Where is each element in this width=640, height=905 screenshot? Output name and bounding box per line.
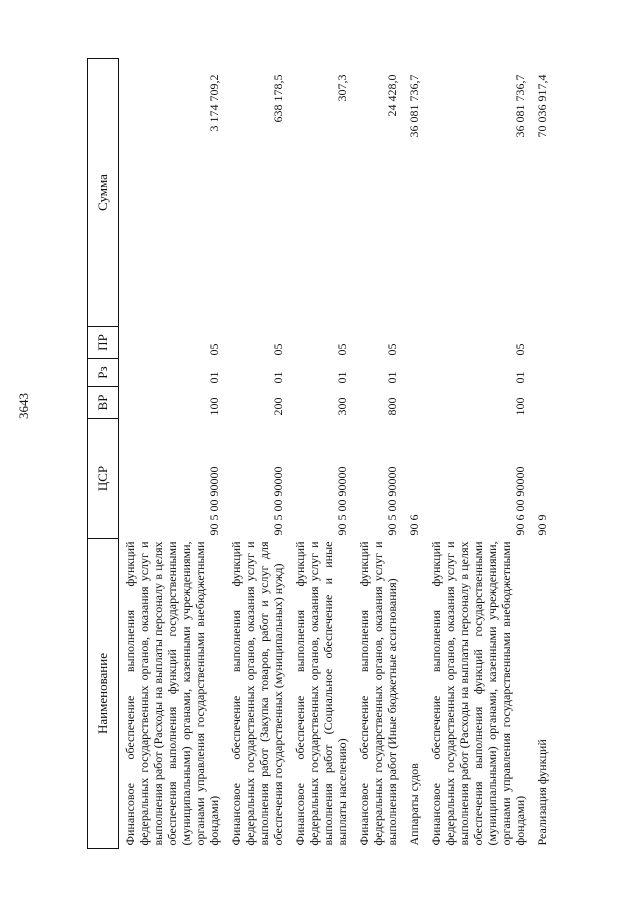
table-header-row bbox=[88, 59, 119, 849]
rotated-table-container bbox=[87, 59, 607, 849]
header-sum: Сумма bbox=[88, 59, 119, 327]
row-vr bbox=[527, 387, 549, 419]
row-vr bbox=[399, 387, 421, 419]
table-row bbox=[399, 59, 421, 849]
row-csr: 90 9 bbox=[535, 514, 549, 536]
row-sum: 3 174 709,2 bbox=[207, 74, 221, 132]
row-vr: 100 bbox=[207, 397, 221, 416]
row-rz: 01 bbox=[335, 371, 349, 384]
row-rz bbox=[399, 359, 421, 387]
row-rz: 01 bbox=[513, 371, 527, 384]
row-sum: 24 428,0 bbox=[385, 74, 399, 117]
row-pr: 05 bbox=[271, 343, 285, 356]
row-sum: 36 081 736,7 bbox=[407, 74, 421, 138]
row-vr: 300 bbox=[335, 397, 349, 416]
row-rz bbox=[527, 359, 549, 387]
row-rz: 01 bbox=[385, 371, 399, 384]
header-vr: ВР bbox=[88, 387, 119, 419]
row-csr: 90 5 00 90000 bbox=[385, 466, 399, 536]
row-sum: 638 178,5 bbox=[271, 74, 285, 123]
row-rz: 01 bbox=[271, 371, 285, 384]
row-pr: 05 bbox=[385, 343, 399, 356]
header-rz: Рз bbox=[88, 359, 119, 387]
row-csr: 90 6 bbox=[407, 514, 421, 536]
row-name: Финансовое обеспечение выполнения функций федеральных государственных органов, оказания услуг и выполнения работ (Расходы на выплаты персоналу в целях обеспечения выполнения функций государственными (муниципальными) органами, казенными учреждениями, органами управления государственными внебюджетными фондами) bbox=[429, 541, 527, 846]
row-vr: 800 bbox=[385, 397, 399, 416]
row-name: Финансовое обеспечение выполнения функций федеральных государственных органов, оказания услуг и выполнения работ (Иные бюджетные ассигнования) bbox=[357, 541, 399, 846]
row-name: Финансовое обеспечение выполнения функций федеральных государственных органов, оказания услуг и выполнения работ (Закупка товаров, работ и услуг для обеспечения государственных (муниципальных) нужд) bbox=[229, 541, 285, 846]
row-csr: 90 5 00 90000 bbox=[207, 466, 221, 536]
row-pr: 05 bbox=[513, 343, 527, 356]
header-pr: ПР bbox=[88, 327, 119, 359]
budget-table bbox=[87, 58, 549, 849]
row-pr: 05 bbox=[207, 343, 221, 356]
row-csr: 90 5 00 90000 bbox=[335, 466, 349, 536]
row-name: Финансовое обеспечение выполнения функций федеральных государственных органов, оказания услуг и выполнения работ (Социальное обеспечение и иные выплаты населению) bbox=[293, 541, 349, 846]
row-sum: 36 081 736,7 bbox=[513, 74, 527, 138]
table-row bbox=[349, 59, 399, 849]
row-pr: 05 bbox=[335, 343, 349, 356]
header-name: Наименование bbox=[88, 539, 119, 849]
row-vr: 100 bbox=[513, 397, 527, 416]
row-pr bbox=[399, 327, 421, 359]
row-rz: 01 bbox=[207, 371, 221, 384]
row-sum: 307,3 bbox=[335, 74, 349, 102]
row-csr: 90 5 00 90000 bbox=[271, 466, 285, 536]
row-pr bbox=[527, 327, 549, 359]
row-name: Финансовое обеспечение выполнения функций федеральных государственных органов, оказания услуг и выполнения работ (Расходы на выплаты персоналу в целях обеспечения выполнения функций государственными (муниципальными) органами, казенными учреждениями, органами управления государственными внебюджетными фондами) bbox=[123, 541, 221, 846]
table-row bbox=[221, 59, 285, 849]
table-row bbox=[119, 59, 222, 849]
table-row bbox=[527, 59, 549, 849]
table-row bbox=[421, 59, 527, 849]
row-name: Аппараты судов bbox=[407, 763, 421, 846]
row-name: Реализация функций bbox=[535, 739, 549, 846]
page-number: 3643 bbox=[16, 393, 31, 419]
row-sum: 70 036 917,4 bbox=[535, 74, 549, 138]
row-csr: 90 6 00 90000 bbox=[513, 466, 527, 536]
row-vr: 200 bbox=[271, 397, 285, 416]
header-csr: ЦСР bbox=[88, 419, 119, 539]
table-row bbox=[285, 59, 349, 849]
